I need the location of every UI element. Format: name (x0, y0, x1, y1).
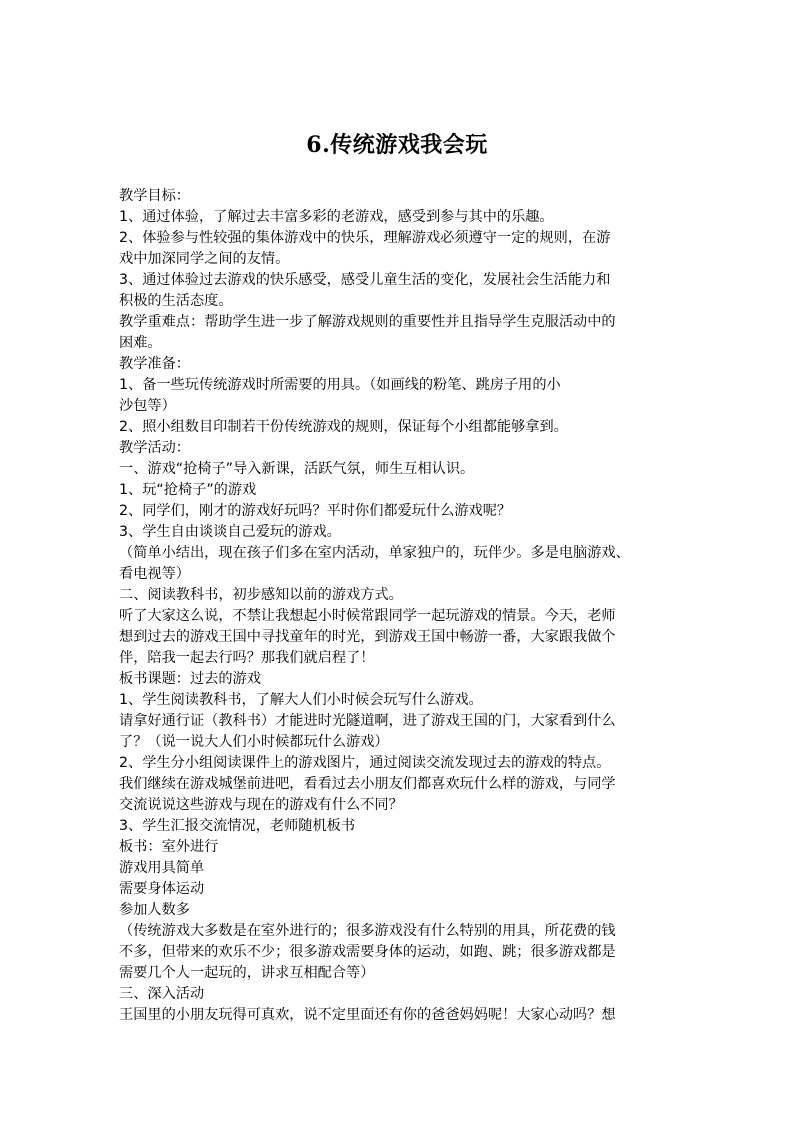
text-line: 了？（说一说大人们小时候都玩什么游戏） (119, 734, 389, 750)
text-line: 2、体验参与性较强的集体游戏中的快乐，理解游戏必须遵守一定的规则，在游 (119, 230, 611, 246)
text-line: （简单小结出，现在孩子们多在室内活动，单家独户的，玩伴少。多是电脑游戏、 (119, 545, 630, 561)
text-line: 1、通过体验，了解过去丰富多彩的老游戏，感受到参与其中的乐趣。 (119, 209, 554, 225)
text-line: 参加人数多 (119, 902, 190, 918)
text-line: 困难。 (119, 335, 162, 351)
text-line: 王国里的小朋友玩得可真欢，说不定里面还有你的爸爸妈妈呢！大家心动吗？想 (119, 1007, 616, 1023)
text-line: 教学目标： (119, 188, 190, 204)
text-line: 积极的生活态度。 (119, 293, 233, 309)
text-line: 我们继续在游戏城堡前进吧，看看过去小朋友们都喜欢玩什么样的游戏，与同学 (119, 776, 616, 792)
text-line: 教学准备： (119, 356, 190, 372)
text-line: 2、学生分小组阅读课件上的游戏图片，通过阅读交流发现过去的游戏的特点。 (119, 755, 611, 771)
text-line: 需要身体运动 (119, 881, 205, 897)
text-line: 2、同学们，刚才的游戏好玩吗？平时你们都爱玩什么游戏呢？ (119, 503, 512, 519)
text-line: 1、学生阅读教科书，了解大人们小时候会玩写什么游戏。 (119, 692, 483, 708)
text-line: 2、照小组数目印制若干份传统游戏的规则，保证每个小组都能够拿到。 (119, 419, 568, 435)
text-line: 一、游戏“抢椅子”导入新课，活跃气氛，师生互相认识。 (119, 461, 475, 477)
text-line: 不多，但带来的欢乐不少；很多游戏需要身体的运动，如跑、跳；很多游戏都是 (119, 944, 616, 960)
document-title: 6.传统游戏我会玩 (306, 132, 488, 158)
text-line: 板书：室外进行 (119, 839, 219, 855)
document-body (119, 186, 679, 1026)
text-line: 二、阅读教科书，初步感知以前的游戏方式。 (119, 587, 403, 603)
text-line: 3、学生汇报交流情况，老师随机板书 (119, 818, 356, 834)
text-line: 戏中加深同学之间的友情。 (119, 251, 290, 267)
text-line: 交流说说这些游戏与现在的游戏有什么不同？ (119, 797, 403, 813)
text-line: 看电视等） (119, 566, 190, 582)
text-line: 游戏用具简单 (119, 860, 205, 876)
text-line: 请拿好通行证（教科书）才能进时光隧道啊，进了游戏王国的门，大家看到什么 (119, 713, 616, 729)
text-line: 教学活动： (119, 440, 190, 456)
text-line: 想到过去的游戏王国中寻找童年的时光，到游戏王国中畅游一番，大家跟我做个 (119, 629, 616, 645)
text-line: 板书课题：过去的游戏 (119, 671, 261, 687)
text-line: （传统游戏大多数是在室外进行的；很多游戏没有什么特别的用具，所花费的钱 (119, 923, 616, 939)
text-line: 三、深入活动 (119, 986, 205, 1002)
text-line: 教学重难点：帮助学生进一步了解游戏规则的重要性并且指导学生克服活动中的 (119, 314, 616, 330)
text-line: 伴，陪我一起去行吗？那我们就启程了！ (119, 650, 375, 666)
text-line: 听了大家这么说，不禁让我想起小时候常跟同学一起玩游戏的情景。今天，老师 (119, 608, 616, 624)
text-line: 1、玩“抢椅子”的游戏 (119, 482, 257, 498)
text-line: 3、学生自由谈谈自己爱玩的游戏。 (119, 524, 341, 540)
text-line: 需要几个人一起玩的，讲求互相配合等） (119, 965, 375, 981)
text-line: 3、通过体验过去游戏的快乐感受，感受儿童生活的变化，发展社会生活能力和 (119, 272, 611, 288)
text-line: 1、备一些玩传统游戏时所需要的用具。（如画线的粉笔、跳房子用的小 (119, 377, 561, 393)
text-line: 沙包等） (119, 398, 176, 414)
